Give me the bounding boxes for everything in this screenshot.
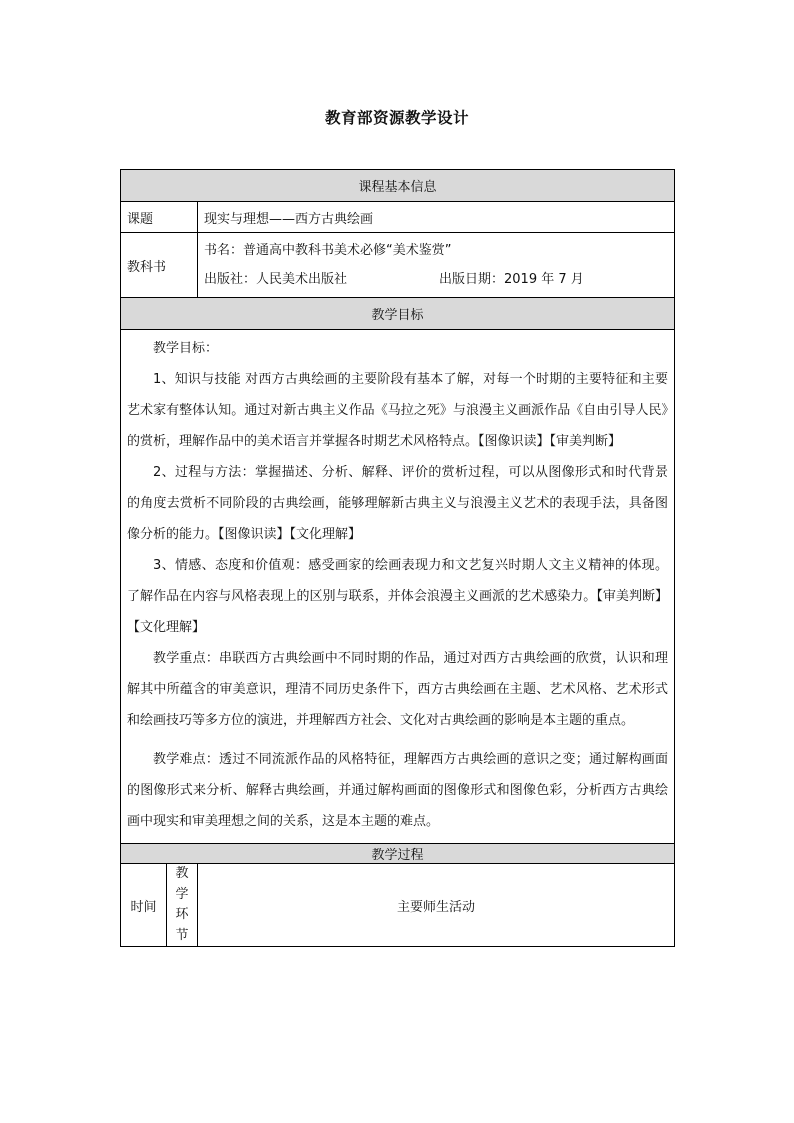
stage-char: 环 (175, 907, 189, 922)
page-title: 教育部资源教学设计 (324, 109, 469, 127)
section-row-process (121, 844, 675, 864)
process-header-row (121, 864, 675, 947)
goals-row (121, 330, 675, 844)
textbook-info (198, 233, 675, 298)
goals-content (121, 330, 675, 844)
stage-char: 节 (175, 927, 189, 943)
stage-char: 教 (175, 866, 189, 881)
process-stage-header (167, 864, 198, 947)
goal-item: 1、知识与技能 对西方古典绘画的主要阶段有基本了解，对每一个时期的主要特征和主要艺术家有整体认知。通过对新古典主义作品《马拉之死》与浪漫主义画派作品《自由引导人民》的赏析，理解作品中的美术语言并掌握各时期艺术风格特点。【图像识读】【审美判断】 (127, 372, 669, 449)
publisher: 出版社：人民美术出版社 (204, 272, 348, 287)
section-header-goals: 教学目标 (121, 298, 675, 330)
goals-intro: 教学目标： (153, 341, 219, 356)
section-row-goals (121, 298, 675, 330)
section-header-basic: 课程基本信息 (121, 170, 675, 202)
topic-row (121, 202, 675, 233)
book-name: 书名：普通高中教科书美术必修“美术鉴赏” (204, 243, 452, 258)
topic-label: 课题 (121, 202, 198, 233)
textbook-row (121, 233, 675, 298)
section-header-process: 教学过程 (121, 844, 675, 864)
difficulty-point: 教学难点：透过不同流派作品的风格特征，理解西方古典绘画的意识之变；通过解构画面的图像形式来分析、解释古典绘画，并通过解构画面的图像形式和图像色彩，分析西方古典绘画中现实和审美理想之间的关系，这是本主题的难点。 (127, 752, 669, 829)
publish-date: 出版日期：2019 年 7 月 (439, 272, 584, 287)
textbook-label: 教科书 (121, 233, 198, 298)
process-main-header: 主要师生活动 (198, 864, 675, 947)
goal-item: 3、情感、态度和价值观：感受画家的绘画表现力和文艺复兴时期人文主义精神的体现。了解作品在内容与风格表现上的区别与联系，并体会浪漫主义画派的艺术感染力。【审美判断】【文化理解】 (127, 558, 669, 635)
section-row-basic (121, 170, 675, 202)
key-point: 教学重点：串联西方古典绘画中不同时期的作品，通过对西方古典绘画的欣赏，认识和理解其中所蕴含的审美意识，理清不同历史条件下，西方古典绘画在主题、艺术风格、艺术形式和绘画技巧等多方位的演进，并理解西方社会、文化对古典绘画的影响是本主题的重点。 (127, 651, 669, 728)
topic-value: 现实与理想——西方古典绘画 (198, 202, 675, 233)
stage-char: 学 (175, 886, 189, 902)
publisher-line (204, 265, 674, 294)
process-time-header: 时间 (121, 864, 167, 947)
goal-item: 2、过程与方法：掌握描述、分析、解释、评价的赏析过程，可以从图像形式和时代背景的角度去赏析不同阶段的古典绘画，能够理解新古典主义与浪漫主义艺术的表现手法，具备图像分析的能力。【图像识读】【文化理解】 (127, 465, 669, 542)
lesson-plan-table (120, 169, 675, 947)
